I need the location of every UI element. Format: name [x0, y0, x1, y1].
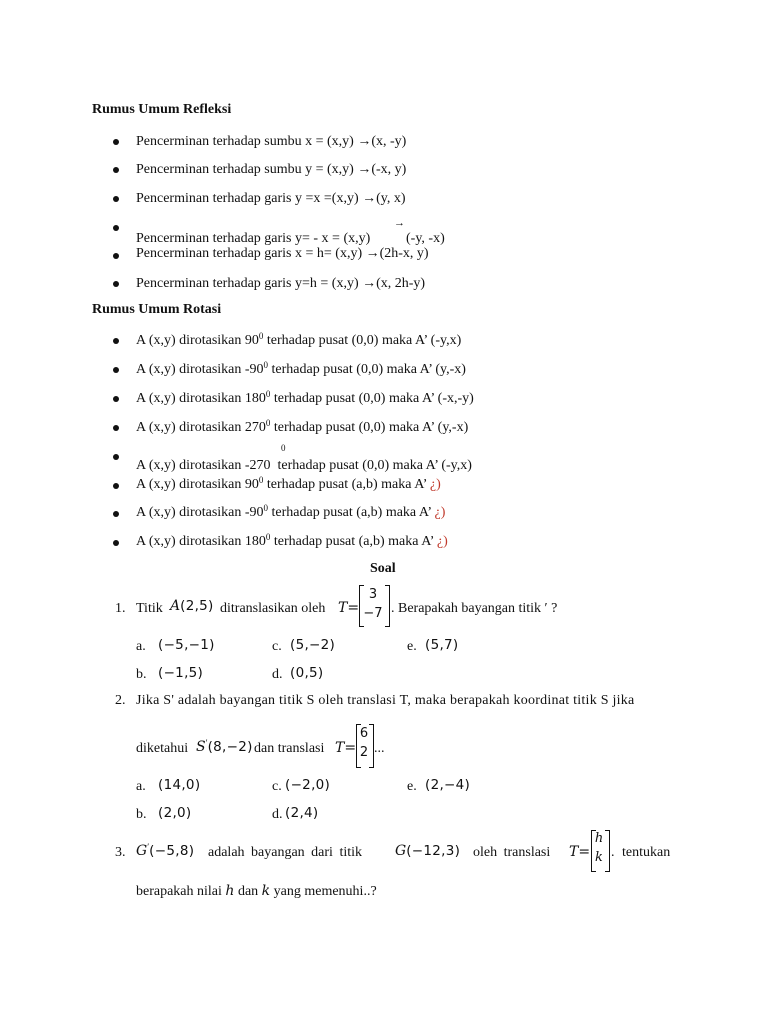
matrix-bracket-right [605, 830, 610, 872]
q3-t-label: T= [569, 844, 591, 860]
bullet-icon [113, 338, 119, 344]
question-number: 1. [115, 601, 126, 616]
rotation-item: A (x,y) dirotasikan $-90^0$ terhadap pusat (a,b) maka A’ ¿) [136, 503, 446, 520]
q3-text-b: oleh translasi [473, 845, 551, 860]
option-value: (0,5) [290, 665, 324, 681]
matrix-cell: −7 [363, 606, 383, 621]
option-label: d. [272, 807, 283, 822]
reflection-item: Pencerminan terhadap garis y =x =(x,y) →(y, x) [136, 191, 406, 206]
bullet-icon [113, 139, 119, 145]
q3-line2: berapakah nilai h dan k yang memenuhi..? [136, 883, 377, 899]
option-value: (14,0) [158, 777, 201, 793]
matrix-cell: k [595, 850, 603, 865]
q3-text-a: adalah bayangan dari titik [208, 845, 362, 860]
q1-point: A(2,5) [170, 598, 214, 614]
q1-text-b: ditranslasikan oleh [220, 601, 326, 616]
option-value: (−2,0) [285, 777, 331, 793]
reflection-item-result: (-y, -x) [406, 231, 445, 246]
option-value: (5,−2) [290, 637, 336, 653]
q2-line1: Jika S' adalah bayangan titik S oleh translasi T, maka berapakah koordinat titik S jika [136, 693, 635, 708]
option-value: (2,−4) [425, 777, 471, 793]
bullet-icon [113, 454, 119, 460]
rotation-heading: Rumus Umum Rotasi [92, 302, 222, 317]
degree-mark: 0 [281, 443, 286, 453]
matrix-cell: h [594, 831, 604, 846]
matrix-cell: 3 [368, 587, 378, 602]
reflection-heading: Rumus Umum Refleksi [92, 102, 232, 117]
q3-point-image: G′(−5,8) [136, 842, 195, 859]
rotation-item: A (x,y) dirotasikan $90^0$ terhadap pusat (0,0) maka A’ (-y,x) [136, 331, 462, 348]
bullet-icon [113, 167, 119, 173]
reflection-item: Pencerminan terhadap sumbu x = (x,y) →(x, -y) [136, 134, 407, 149]
soal-heading: Soal [370, 561, 396, 576]
bullet-icon [113, 281, 119, 287]
matrix-cell: 2 [359, 745, 369, 760]
matrix-bracket-right [385, 585, 390, 627]
bullet-icon [113, 367, 119, 373]
q2-text-a: diketahui [136, 741, 189, 756]
bullet-icon [113, 253, 119, 259]
q1-text-c: . Berapakah bayangan titik ′ ? [391, 601, 558, 616]
q1-t-label: T= [338, 600, 360, 616]
arrow-icon: → [394, 217, 405, 229]
reflection-item: Pencerminan terhadap garis y=h = (x,y) →(x, 2h-y) [136, 276, 426, 291]
bullet-icon [113, 396, 119, 402]
q2-t-label: T= [335, 740, 357, 756]
q2-ellipsis: ... [374, 741, 385, 756]
option-label: d. [272, 667, 283, 682]
option-label: a. [136, 639, 146, 654]
rotation-item: A (x,y) dirotasikan $270^0$ terhadap pusat (0,0) maka A’ (y,-x) [136, 418, 469, 435]
rotation-item: A (x,y) dirotasikan $180^0$ terhadap pusat (0,0) maka A’ (-x,-y) [136, 389, 474, 406]
bullet-icon [113, 225, 119, 231]
option-label: b. [136, 807, 147, 822]
q2-point: S′(8,−2) [196, 738, 253, 755]
bullet-icon [113, 196, 119, 202]
bullet-icon [113, 540, 119, 546]
rotation-item: A (x,y) dirotasikan $90^0$ terhadap pusat (a,b) maka A’ ¿) [136, 475, 441, 492]
bullet-icon [113, 511, 119, 517]
matrix-cell: 6 [359, 726, 369, 741]
q1-text-a: Titik [136, 601, 163, 616]
option-value: (2,4) [285, 805, 319, 821]
rotation-item: A (x,y) dirotasikan -270 terhadap pusat (0,0) maka A’ (-y,x) [136, 458, 472, 473]
question-number: 3. [115, 845, 126, 860]
option-value: (5,7) [425, 637, 459, 653]
q2-text-b: dan translasi [254, 741, 325, 756]
bullet-icon [113, 425, 119, 431]
reflection-item: Pencerminan terhadap sumbu y = (x,y) →(-x, y) [136, 162, 407, 177]
option-value: (−1,5) [158, 665, 204, 681]
option-label: c. [272, 639, 282, 654]
q3-point-origin: G(−12,3) [395, 843, 461, 859]
option-label: a. [136, 779, 146, 794]
question-number: 2. [115, 693, 126, 708]
option-label: b. [136, 667, 147, 682]
option-label: c. [272, 779, 282, 794]
rotation-item: A (x,y) dirotasikan $180^0$ terhadap pusat (a,b) maka A’ ¿) [136, 532, 448, 549]
option-value: (2,0) [158, 805, 192, 821]
reflection-item: Pencerminan terhadap garis x = h= (x,y) →(2h-x, y) [136, 246, 429, 261]
bullet-icon [113, 483, 119, 489]
option-label: e. [407, 779, 417, 794]
rotation-item: A (x,y) dirotasikan $-90^0$ terhadap pusat (0,0) maka A’ (y,-x) [136, 360, 466, 377]
reflection-item: Pencerminan terhadap garis y= - x = (x,y) [136, 231, 371, 246]
q3-text-c: . tentukan [611, 845, 671, 860]
option-value: (−5,−1) [158, 637, 215, 653]
option-label: e. [407, 639, 417, 654]
